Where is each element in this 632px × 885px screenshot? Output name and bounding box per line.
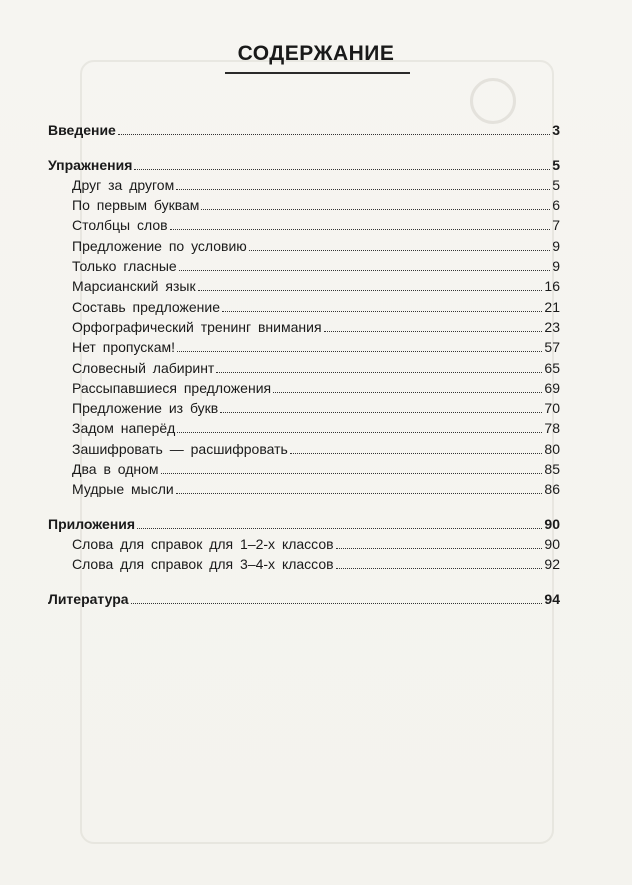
page-title: СОДЕРЖАНИЕ — [237, 42, 395, 65]
toc-entry-label: Слова для справок для 3–4-х классов — [72, 556, 334, 573]
title-underline — [225, 72, 410, 74]
dot-leader — [290, 453, 543, 454]
dot-leader — [161, 473, 543, 474]
toc-page-number: 16 — [544, 278, 560, 295]
toc-page-number: 70 — [544, 400, 560, 417]
toc-entry-row[interactable] — [48, 233, 560, 253]
toc-section-row[interactable] — [48, 586, 560, 606]
toc-entry-label: Два в одном — [72, 461, 159, 478]
toc-entry-row[interactable] — [48, 213, 560, 233]
dot-leader — [179, 270, 551, 271]
section-gap — [48, 138, 560, 152]
toc-entry-row[interactable] — [48, 552, 560, 572]
toc-page-number: 92 — [544, 556, 560, 573]
toc-entry-row[interactable] — [48, 173, 560, 193]
toc-section-row[interactable] — [48, 118, 560, 138]
toc-entry-label: Друг за другом — [72, 176, 175, 193]
toc-entry-label: По первым буквам — [72, 197, 200, 214]
toc-entry-row[interactable] — [48, 274, 560, 294]
dot-leader — [249, 250, 550, 251]
dot-leader — [336, 548, 543, 549]
toc-entry-row[interactable] — [48, 396, 560, 416]
toc-entry-label: Словесный лабиринт — [72, 359, 215, 376]
toc-page-number: 9 — [552, 237, 560, 254]
dot-leader — [176, 189, 550, 190]
toc-entry-row[interactable] — [48, 193, 560, 213]
toc-entry-label: Задом наперёд — [72, 420, 176, 437]
table-of-contents — [48, 118, 560, 607]
toc-page-number: 23 — [544, 318, 560, 335]
toc-entry-label: Слова для справок для 1–2-х классов — [72, 535, 334, 552]
toc-entry-label: Рассыпавшиеся предложения — [72, 379, 272, 396]
toc-entry-row[interactable] — [48, 294, 560, 314]
dot-leader — [273, 392, 542, 393]
toc-page-number: 57 — [544, 339, 560, 356]
toc-entry-label: Составь предложение — [72, 298, 221, 315]
toc-entry-label: Только гласные — [72, 258, 177, 275]
toc-entry-label: Приложения — [48, 515, 136, 532]
toc-entry-row[interactable] — [48, 532, 560, 552]
toc-entry-label: Предложение из букв — [72, 400, 219, 417]
toc-page-number: 90 — [544, 515, 560, 532]
toc-section-row[interactable] — [48, 152, 560, 172]
dot-leader — [118, 134, 550, 135]
toc-entry-row[interactable] — [48, 477, 560, 497]
dot-leader — [216, 372, 542, 373]
toc-page-number: 86 — [544, 481, 560, 498]
toc-entry-label: Зашифровать — расшифровать — [72, 440, 288, 457]
toc-page-number: 69 — [544, 379, 560, 396]
toc-page-number: 94 — [544, 590, 560, 607]
dot-leader — [177, 432, 542, 433]
toc-page-number: 90 — [544, 535, 560, 552]
toc-entry-row[interactable] — [48, 315, 560, 335]
toc-page-number: 5 — [552, 176, 560, 193]
toc-entry-row[interactable] — [48, 436, 560, 456]
toc-entry-row[interactable] — [48, 376, 560, 396]
dot-leader — [177, 351, 542, 352]
toc-entry-row[interactable] — [48, 457, 560, 477]
dot-leader — [201, 209, 550, 210]
toc-page-number: 21 — [544, 298, 560, 315]
dot-leader — [170, 229, 551, 230]
toc-entry-label: Упражнения — [48, 156, 133, 173]
dot-leader — [336, 568, 543, 569]
toc-entry-label: Мудрые мысли — [72, 481, 174, 498]
dot-leader — [198, 290, 543, 291]
dot-leader — [222, 311, 542, 312]
toc-page-number: 5 — [552, 156, 560, 173]
toc-entry-label: Нет пропускам! — [72, 339, 176, 356]
toc-entry-row[interactable] — [48, 416, 560, 436]
toc-page-number: 7 — [552, 217, 560, 234]
toc-page-number: 9 — [552, 258, 560, 275]
dot-leader — [324, 331, 543, 332]
toc-entry-label: Введение — [48, 122, 116, 139]
dot-leader — [131, 603, 543, 604]
toc-page-number: 80 — [544, 440, 560, 457]
toc-page-number: 85 — [544, 461, 560, 478]
toc-page-number: 78 — [544, 420, 560, 437]
dot-leader — [176, 493, 543, 494]
toc-entry-label: Марсианский язык — [72, 278, 196, 295]
toc-entry-label: Литература — [48, 590, 129, 607]
dot-leader — [137, 528, 542, 529]
toc-entry-label: Предложение по условию — [72, 237, 247, 254]
toc-entry-row[interactable] — [48, 335, 560, 355]
dot-leader — [134, 169, 550, 170]
toc-section-row[interactable] — [48, 511, 560, 531]
toc-page-number: 3 — [552, 122, 560, 139]
section-gap — [48, 497, 560, 511]
toc-entry-label: Орфографический тренинг внимания — [72, 318, 322, 335]
toc-entry-row[interactable] — [48, 355, 560, 375]
section-gap — [48, 572, 560, 586]
dot-leader — [220, 412, 542, 413]
toc-page-number: 65 — [544, 359, 560, 376]
toc-page-number: 6 — [552, 197, 560, 214]
toc-entry-row[interactable] — [48, 254, 560, 274]
toc-entry-label: Столбцы слов — [72, 217, 168, 234]
